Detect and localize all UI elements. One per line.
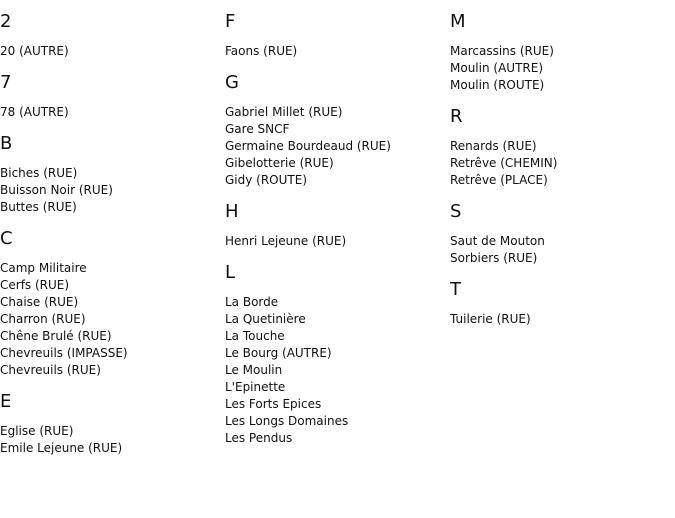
letter-heading: G — [225, 72, 239, 93]
letter-heading: S — [450, 201, 462, 222]
letter-group — [225, 12, 445, 60]
street-list — [450, 233, 670, 267]
letter-group — [450, 280, 670, 328]
street-item: L'Epinette — [225, 380, 286, 394]
street-item: Les Longs Domaines — [225, 414, 349, 428]
letter-heading: M — [450, 11, 466, 32]
street-item: Tuilerie (RUE) — [450, 312, 531, 326]
letter-group — [0, 73, 220, 121]
street-item: La Borde — [225, 295, 279, 309]
letter-group — [225, 73, 445, 189]
letter-group — [450, 12, 670, 94]
letter-heading: L — [225, 262, 236, 283]
letter-heading: 2 — [0, 11, 12, 32]
letter-group — [0, 392, 220, 457]
letter-group — [0, 12, 220, 60]
letter-heading: 7 — [0, 72, 12, 93]
street-item: Biches (RUE) — [0, 166, 78, 180]
letter-heading: C — [0, 228, 13, 249]
street-item: Les Pendus — [225, 431, 293, 445]
street-list — [225, 294, 445, 447]
letter-group — [0, 134, 220, 216]
street-list — [0, 104, 220, 121]
street-item: Buttes (RUE) — [0, 200, 77, 214]
street-item: Camp Militaire — [0, 261, 87, 275]
letter-group — [0, 229, 220, 379]
letter-group — [225, 263, 445, 447]
letter-heading: R — [450, 106, 463, 127]
street-item: Le Bourg (AUTRE) — [225, 346, 332, 360]
street-list — [0, 423, 220, 457]
index-column — [225, 0, 445, 451]
street-item: Le Moulin — [225, 363, 283, 377]
street-item: Les Forts Epices — [225, 397, 322, 411]
street-item: Gidy (ROUTE) — [225, 173, 308, 187]
street-item: Germaine Bourdeaud (RUE) — [225, 139, 391, 153]
street-list — [450, 43, 670, 94]
street-item: Gibelotterie (RUE) — [225, 156, 334, 170]
street-item: Marcassins (RUE) — [450, 44, 554, 58]
index-column — [450, 0, 670, 332]
street-list — [0, 43, 220, 60]
street-item: Buisson Noir (RUE) — [0, 183, 113, 197]
street-item: Cerfs (RUE) — [0, 278, 70, 292]
letter-heading: B — [0, 133, 13, 154]
street-item: Faons (RUE) — [225, 44, 298, 58]
street-item: Chevreuils (IMPASSE) — [0, 346, 128, 360]
letter-group — [450, 107, 670, 189]
street-item: Eglise (RUE) — [0, 424, 74, 438]
street-list — [0, 260, 220, 379]
street-item: Chaise (RUE) — [0, 295, 79, 309]
letter-group — [225, 202, 445, 250]
street-item: 20 (AUTRE) — [0, 44, 69, 58]
street-item: Retrêve (CHEMIN) — [450, 156, 558, 170]
street-item: Gare SNCF — [225, 122, 290, 136]
letter-heading: E — [0, 391, 12, 412]
street-item: Henri Lejeune (RUE) — [225, 234, 347, 248]
street-list — [0, 165, 220, 216]
street-item: Sorbiers (RUE) — [450, 251, 538, 265]
street-item: Emile Lejeune (RUE) — [0, 441, 123, 455]
letter-heading: F — [225, 11, 236, 32]
street-list — [225, 43, 445, 60]
letter-heading: T — [450, 279, 461, 300]
index-column — [0, 0, 220, 461]
street-item: Saut de Mouton — [450, 234, 545, 248]
street-list — [450, 138, 670, 189]
street-item: La Touche — [225, 329, 285, 343]
street-item: Chevreuils (RUE) — [0, 363, 101, 377]
street-item: Retrêve (PLACE) — [450, 173, 548, 187]
street-item: Moulin (AUTRE) — [450, 61, 543, 75]
street-item: Charron (RUE) — [0, 312, 86, 326]
street-list — [225, 104, 445, 189]
street-item: Gabriel Millet (RUE) — [225, 105, 343, 119]
letter-group — [450, 202, 670, 267]
street-item: Moulin (ROUTE) — [450, 78, 545, 92]
street-item: 78 (AUTRE) — [0, 105, 69, 119]
street-list — [450, 311, 670, 328]
letter-heading: H — [225, 201, 239, 222]
street-item: Renards (RUE) — [450, 139, 537, 153]
street-list — [225, 233, 445, 250]
street-item: Chêne Brulé (RUE) — [0, 329, 112, 343]
street-item: La Quetinière — [225, 312, 306, 326]
